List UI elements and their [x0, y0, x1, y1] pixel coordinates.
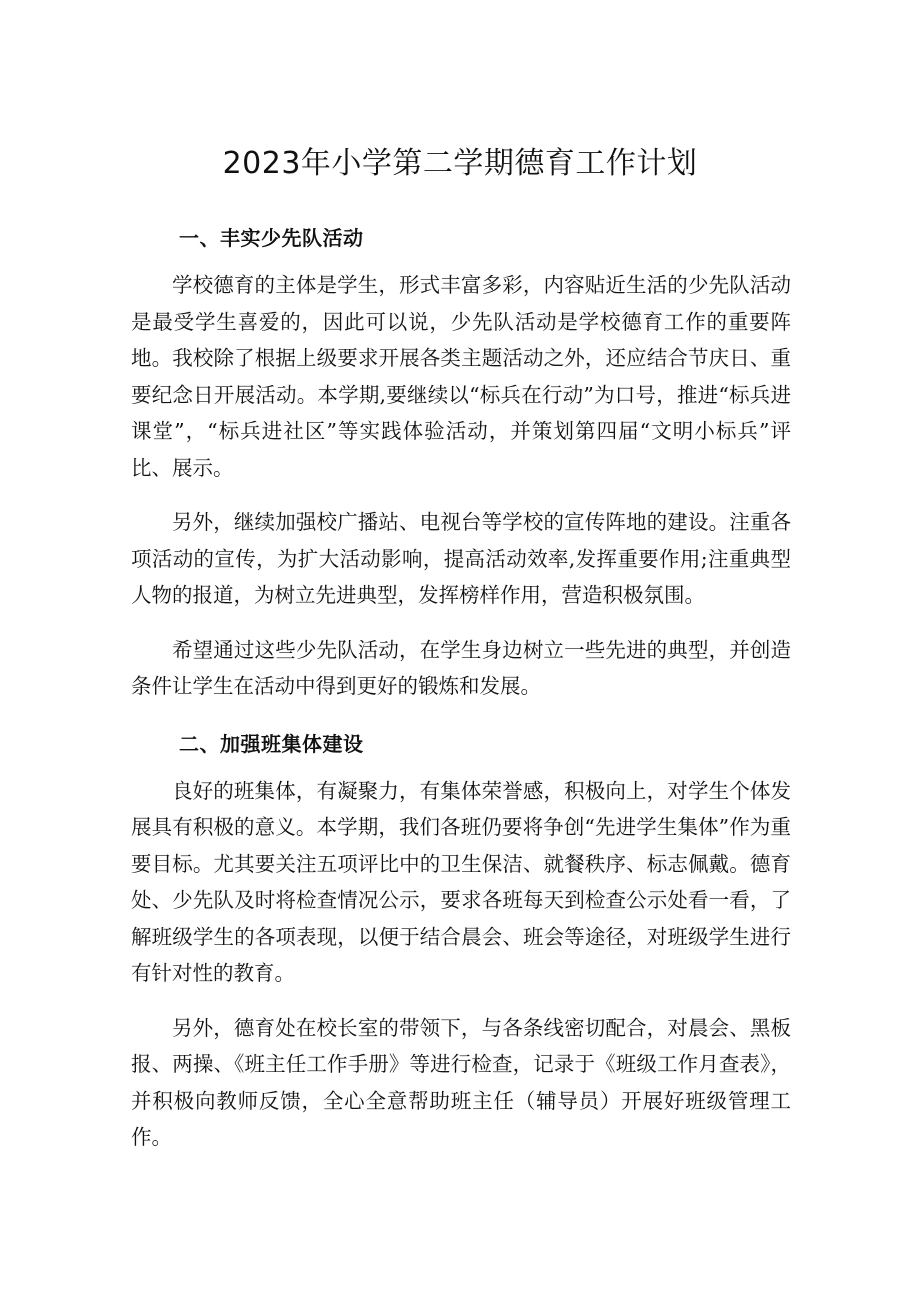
- section-class-collective: [131, 725, 791, 1156]
- paragraph: 另外，德育处在校长室的带领下，与各条线密切配合，对晨会、黑板报、两操、《班主任工作手册》等进行检查，记录于《班级工作月查表》，并积极向教师反馈，全心全意帮助班主任（辅导员）开展好班级管理工作。: [131, 1015, 791, 1149]
- document-title: 2023年小学第二学期德育工作计划: [222, 146, 698, 181]
- paragraph: 学校德育的主体是学生，形式丰富多彩，内容贴近生活的少先队活动是最受学生喜爱的，因此可以说，少先队活动是学校德育工作的重要阵地。我校除了根据上级要求开展各类主题活动之外，还应结合节庆日、重要纪念日开展活动。本学期,要继续以“标兵在行动”为口号，推进“标兵进课堂”，“标兵进社区”等实践体验活动，并策划第四届“文明小标兵”评比、展示。: [131, 273, 791, 480]
- section-heading: 二、加强班集体建设: [179, 731, 364, 756]
- document-body: [131, 219, 791, 1174]
- paragraph: 另外，继续加强校广播站、电视台等学校的宣传阵地的建设。注重各项活动的宣传，为扩大活动影响，提高活动效率,发挥重要作用;注重典型人物的报道，为树立先进典型，发挥榜样作用，营造积极氛围。: [131, 510, 791, 607]
- section-young-pioneers: [131, 219, 791, 705]
- paragraph: 良好的班集体，有凝聚力，有集体荣誉感，积极向上，对学生个体发展具有积极的意义。本学期，我们各班仍要将争创“先进学生集体”作为重要目标。尤其要关注五项评比中的卫生保洁、就餐秩序、标志佩戴。德育处、少先队及时将检查情况公示，要求各班每天到检查公示处看一看，了解班级学生的各项表现，以便于结合晨会、班会等途径，对班级学生进行有针对性的教育。: [131, 778, 791, 985]
- paragraph: 希望通过这些少先队活动，在学生身边树立一些先进的典型，并创造条件让学生在活动中得到更好的锻炼和发展。: [131, 637, 791, 698]
- section-heading: 一、丰实少先队活动: [179, 226, 364, 250]
